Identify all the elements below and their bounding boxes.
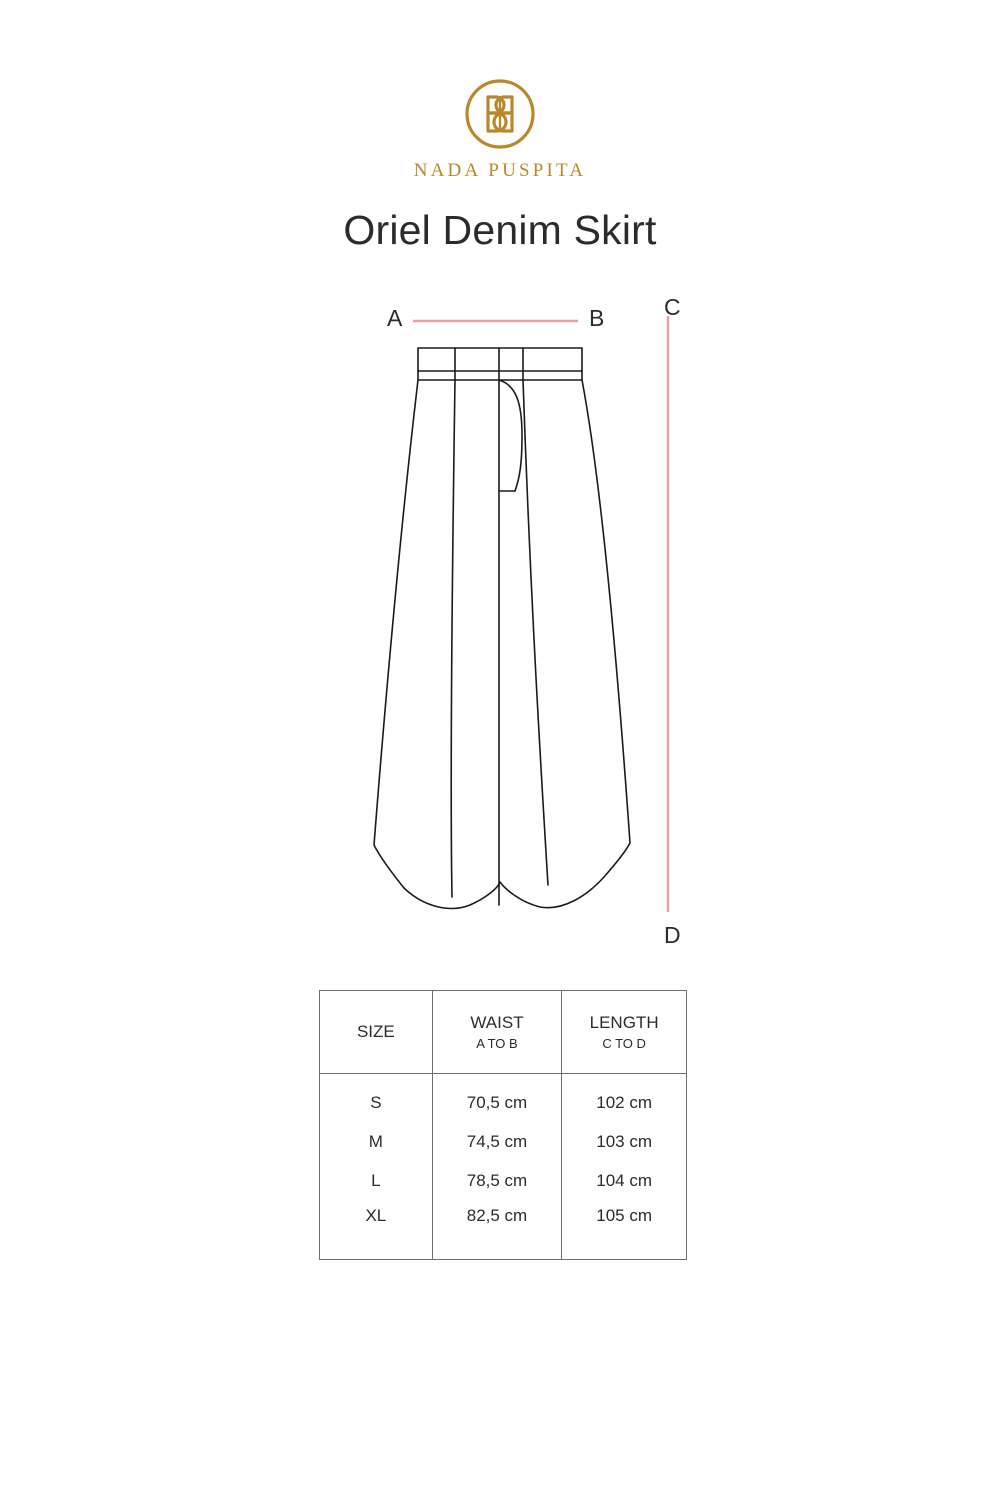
column-header-waist-sub: A TO B — [476, 1036, 518, 1051]
table-header — [320, 991, 687, 1074]
column-header-length-sub: C TO D — [602, 1036, 646, 1051]
label-b: B — [589, 305, 605, 331]
table-row — [320, 1161, 687, 1200]
cell-length: 105 cm — [562, 1200, 687, 1260]
cell-length: 104 cm — [562, 1161, 687, 1200]
nada-puspita-monogram-icon — [464, 78, 536, 150]
column-header-waist — [432, 991, 562, 1074]
table-header-row — [320, 991, 687, 1074]
table-row — [320, 1074, 687, 1123]
denim-skirt-technical-drawing — [0, 285, 1000, 965]
label-d: D — [664, 922, 681, 948]
cell-waist: 78,5 cm — [432, 1161, 562, 1200]
cell-length: 103 cm — [562, 1122, 687, 1161]
table-body — [320, 1074, 687, 1260]
cell-size: XL — [320, 1200, 433, 1260]
column-header-size — [320, 991, 433, 1074]
label-c: C — [664, 294, 681, 320]
column-header-size-main: SIZE — [356, 1022, 395, 1042]
page-title: Oriel Denim Skirt — [343, 207, 657, 253]
brand-header — [0, 78, 1000, 182]
label-a: A — [387, 305, 403, 331]
column-header-length-main: LENGTH — [589, 1012, 659, 1032]
garment-diagram — [0, 285, 1000, 965]
cell-waist: 70,5 cm — [432, 1074, 562, 1123]
table-row — [320, 1122, 687, 1161]
cell-waist: 74,5 cm — [432, 1122, 562, 1161]
cell-length: 102 cm — [562, 1074, 687, 1123]
table-row — [320, 1200, 687, 1260]
cell-size: M — [320, 1122, 433, 1161]
column-header-waist-main: WAIST — [470, 1012, 524, 1032]
size-table — [319, 990, 687, 1260]
brand-name: NADA PUSPITA — [413, 160, 587, 181]
cell-size: S — [320, 1074, 433, 1123]
column-header-length — [562, 991, 687, 1074]
cell-size: L — [320, 1161, 433, 1200]
cell-waist: 82,5 cm — [432, 1200, 562, 1260]
